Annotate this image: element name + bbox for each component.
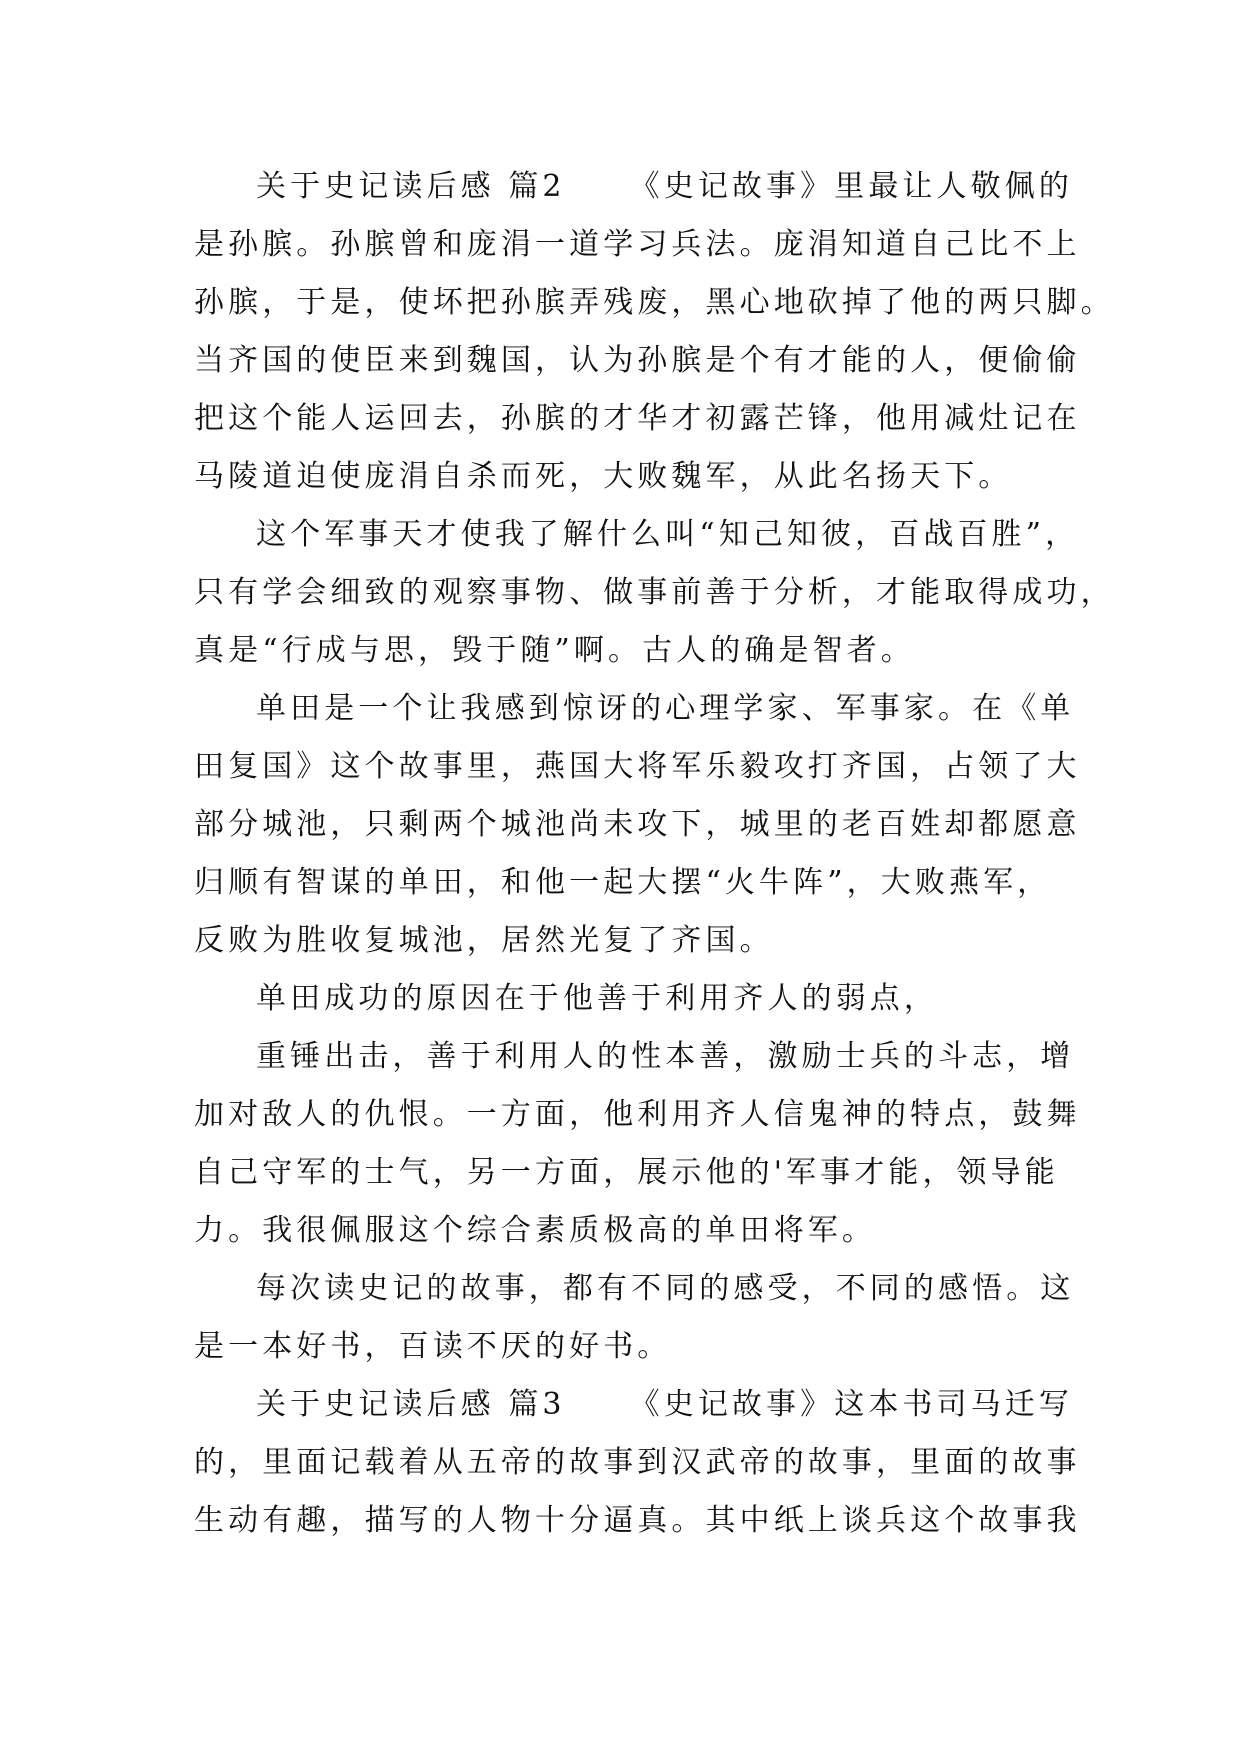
- text-line-22: [256, 1385, 1074, 1425]
- text-line-11: 田复国》这个故事里，燕国大将军乐毅攻打齐国，占领了大: [194, 749, 1081, 784]
- text-line-2: 是孙膑。孙膑曾和庞涓一道学习兵法。庞涓知道自己比不上: [194, 227, 1081, 262]
- text-line-5: 把这个能人运回去，孙膑的才华才初露芒锋，他用减灶记在: [194, 401, 1081, 436]
- line-text: 《史记故事》这本书司马迁写: [629, 1387, 1073, 1422]
- text-line-19: 力。我很佩服这个综合素质极高的单田将军。: [194, 1213, 876, 1248]
- text-line-6: 马陵道迫使庞涓自杀而死，大败魏军，从此名扬天下。: [194, 459, 1013, 494]
- text-line-9: 真是“行成与思，毁于随”啊。古人的确是智者。: [194, 633, 915, 668]
- text-line-1: [256, 167, 1074, 207]
- text-line-16: 重锤出击，善于利用人的性本善，激励士兵的斗志，增: [256, 1039, 1075, 1074]
- text-line-21: 是一本好书，百读不厌的好书。: [194, 1329, 672, 1364]
- text-line-24: 生动有趣，描写的人物十分逼真。其中纸上谈兵这个故事我: [194, 1503, 1081, 1538]
- text-line-3: 孙膑，于是，使坏把孙膑弄残废，黑心地砍掉了他的两只脚。: [194, 285, 1115, 320]
- text-line-7: 这个军事天才使我了解什么叫“知己知彼，百战百胜”，: [256, 517, 1080, 552]
- text-line-23: 的，里面记载着从五帝的故事到汉武帝的故事，里面的故事: [194, 1445, 1081, 1480]
- text-line-17: 加对敌人的仇恨。一方面，他利用齐人信鬼神的特点，鼓舞: [194, 1097, 1081, 1132]
- text-line-4: 当齐国的使臣来到魏国，认为孙膑是个有才能的人，便偷偷: [194, 343, 1081, 378]
- text-line-20: 每次读史记的故事，都有不同的感受，不同的感悟。这: [256, 1271, 1075, 1306]
- text-line-8: 只有学会细致的观察事物、做事前善于分析，才能取得成功，: [194, 575, 1115, 610]
- line-text: 《史记故事》里最让人敬佩的: [629, 169, 1073, 204]
- text-line-12: 部分城池，只剩两个城池尚未攻下，城里的老百姓却都愿意: [194, 807, 1081, 842]
- text-line-10: 单田是一个让我感到惊讶的心理学家、军事家。在《单: [256, 691, 1075, 726]
- text-line-14: 反败为胜收复城池，居然光复了齐国。: [194, 923, 774, 958]
- text-line-13: 归顺有智谋的单田，和他一起大摆“火牛阵”，大败燕军，: [194, 865, 1052, 900]
- section-heading-3: 关于史记读后感 篇3: [256, 1387, 566, 1422]
- section-heading-2: 关于史记读后感 篇2: [256, 169, 566, 204]
- text-line-18: 自己守军的士气，另一方面，展示他的'军事才能，领导能: [194, 1155, 1059, 1190]
- text-line-15: 单田成功的原因在于他善于利用齐人的弱点，: [256, 981, 938, 1016]
